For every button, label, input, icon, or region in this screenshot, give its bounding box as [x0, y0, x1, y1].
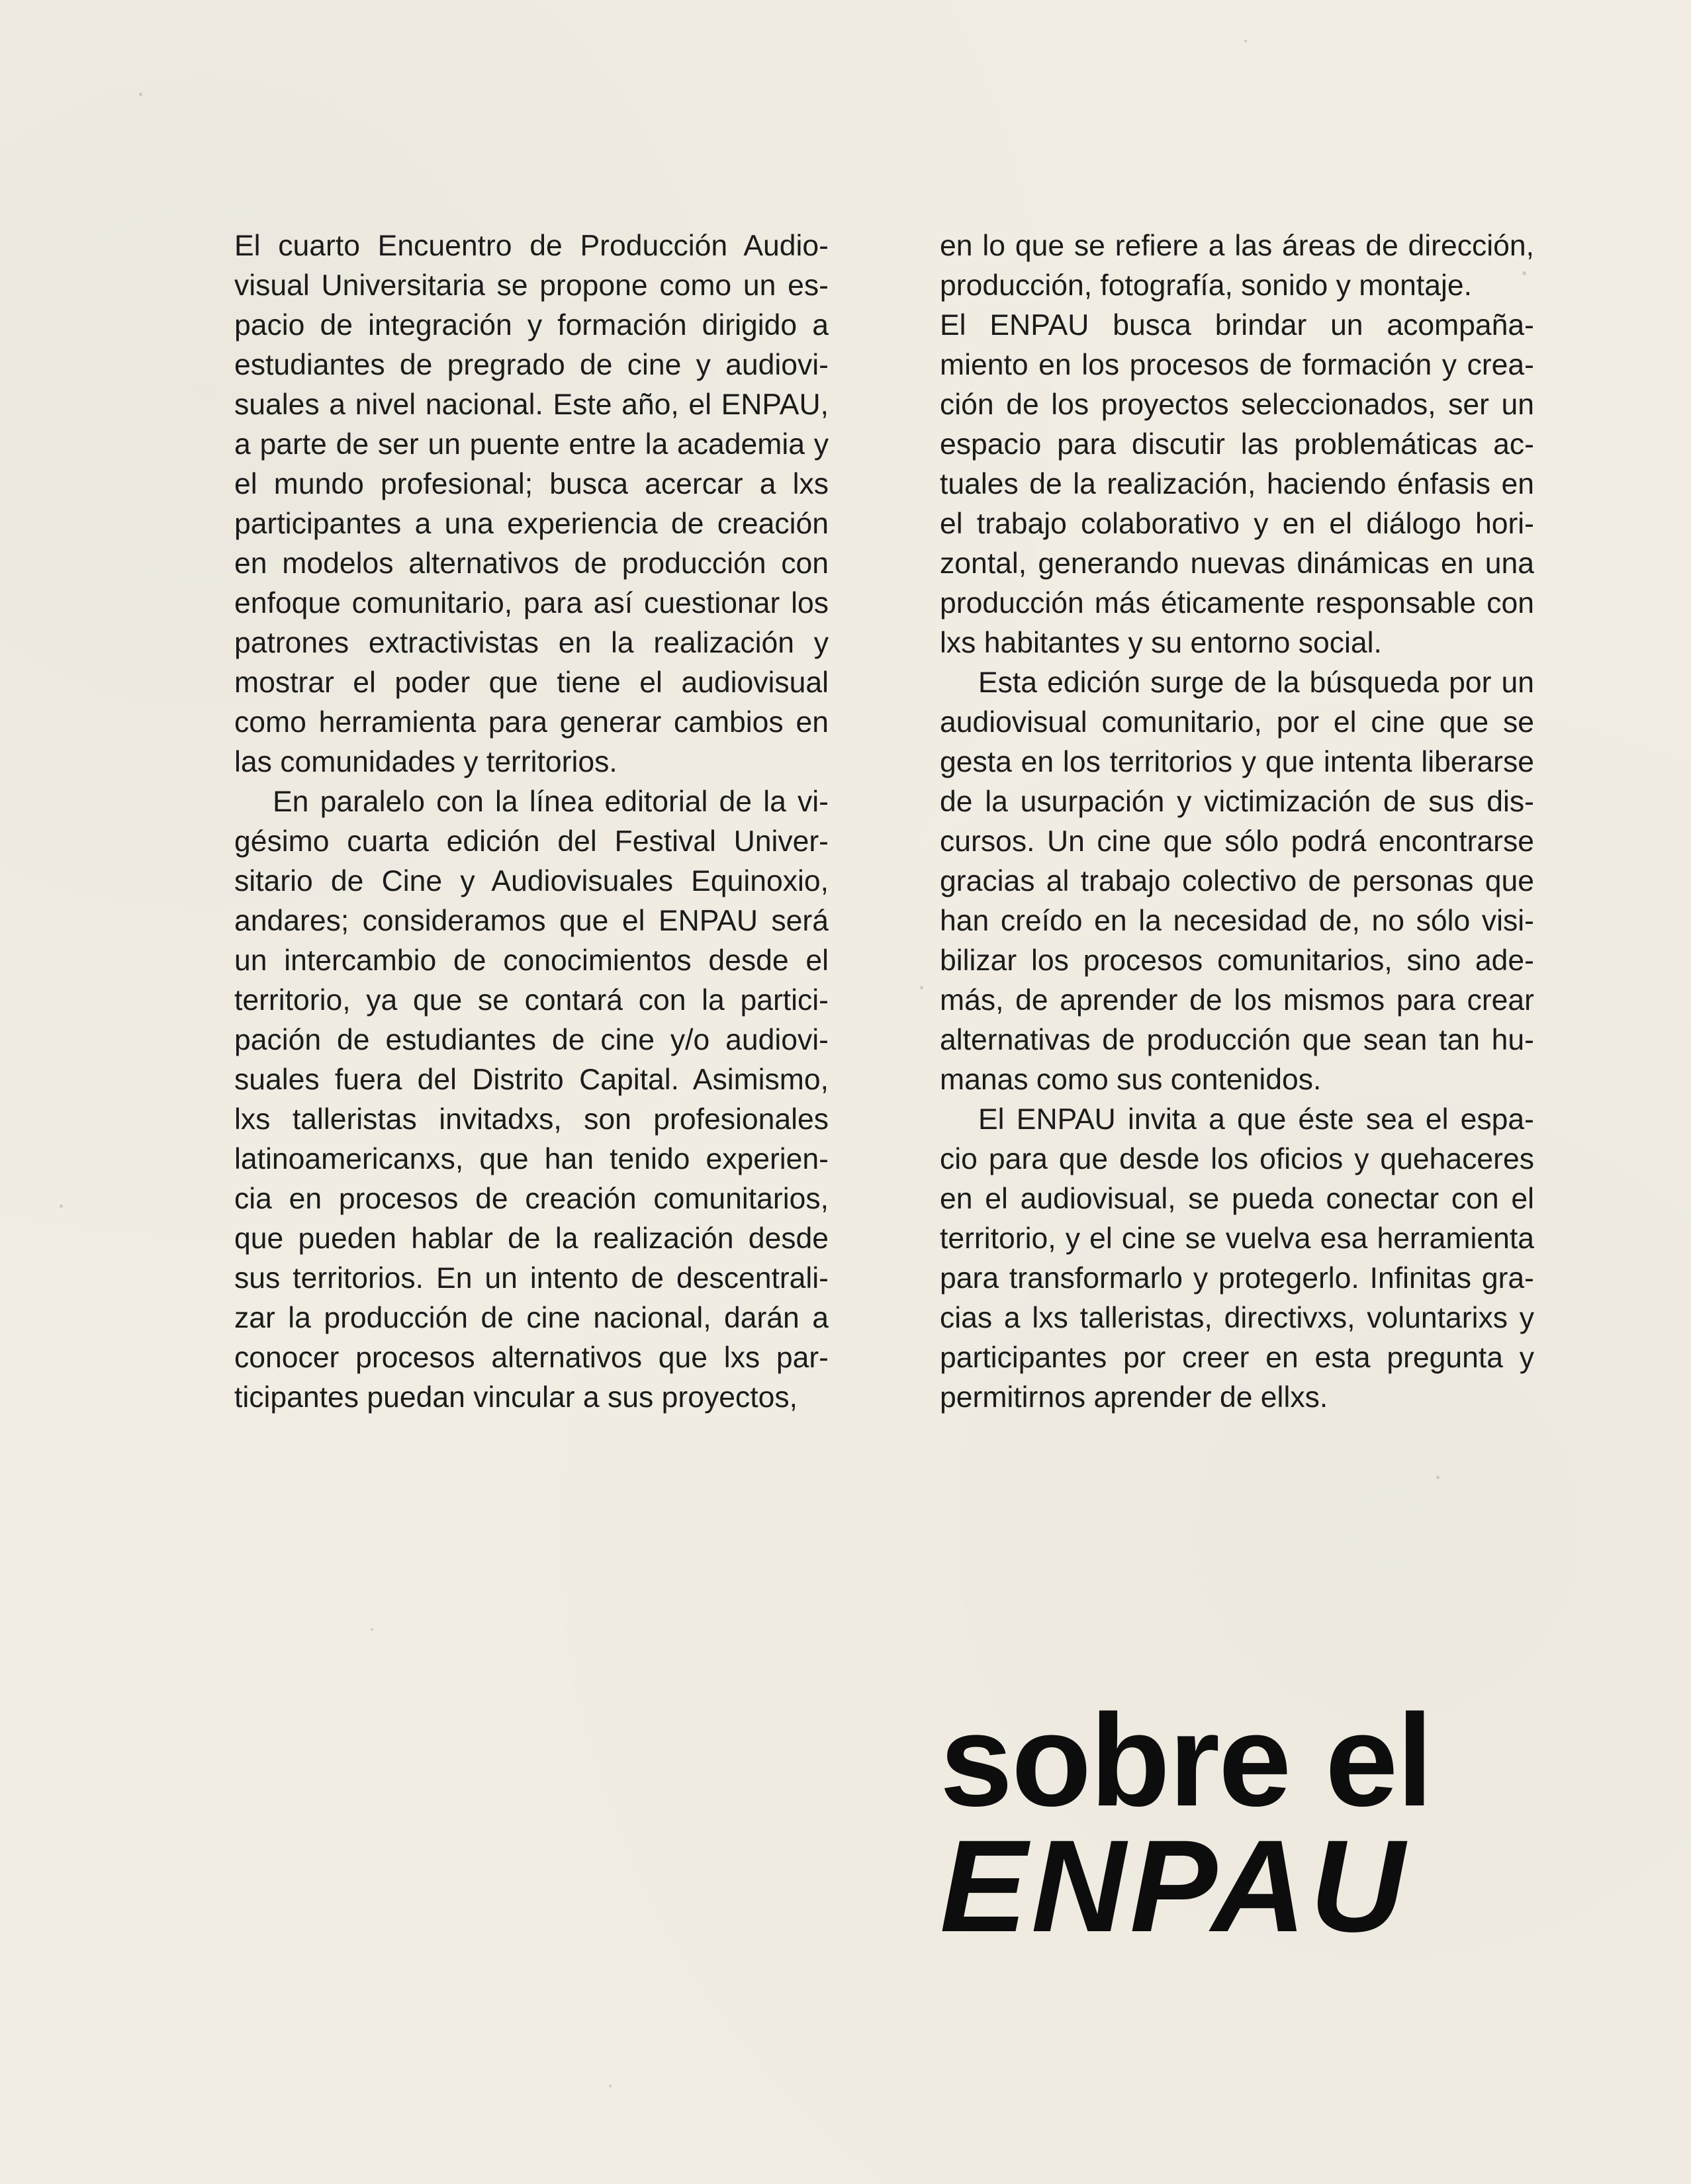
- paper-speck: [371, 1628, 373, 1631]
- right-text-column: [940, 226, 1534, 1418]
- paper-speck: [609, 2085, 612, 2087]
- paper-speck: [920, 986, 923, 989]
- paragraph: El cuarto Encuentro de Producción Audio-visual Universitaria se propone como un es-pacio de integración y formación dirigido a estudiantes de pregrado de cine y audiovi-suales a nivel nacional. Este año, el ENPAU, a parte de ser un puente entre la academia y el mundo profesional; busca acercar a lxs participantes a una experiencia de creación en modelos alternativos de producción con enfoque comunitario, para así cuestionar los patrones extractivistas en la realización y mostrar el poder que tiene el audiovisual como herramienta para generar cambios en las comunidades y territorios.: [234, 230, 829, 778]
- paper-speck: [60, 1205, 63, 1208]
- paper-speck: [1244, 40, 1247, 42]
- paragraph: El ENPAU invita a que éste sea el espa-cio para que desde los oficios y quehaceres en el audiovisual, se pueda conectar con el territorio, y el cine se vuelva esa herramienta para transformarlo y protegerlo. Infinitas gra-cias a lxs talleristas, directivxs, voluntarixs y participantes por creer en esta pregunta y permitirnos aprender de ellxs.: [940, 1103, 1534, 1414]
- left-text-column: [234, 226, 829, 1418]
- title-line-1: sobre el: [940, 1687, 1432, 1833]
- section-title: [940, 1687, 1432, 1959]
- paper-speck: [139, 93, 142, 96]
- paragraph: en lo que se refiere a las áreas de dirección, producción, fotografía, sonido y montaje.: [940, 230, 1534, 302]
- paper-speck: [1436, 1476, 1440, 1479]
- paragraph: Esta edición surge de la búsqueda por un audiovisual comunitario, por el cine que se gesta en los territorios y que intenta liberarse de la usurpación y victimización de sus dis-cursos. Un cine que sólo podrá encontrarse gracias al trabajo colectivo de personas que han creído en la necesidad de, no sólo visi-bilizar los procesos comunitarios, sino ade-más, de aprender de los mismos para crear alternativas de producción que sean tan hu-manas como sus contenidos.: [940, 666, 1534, 1096]
- paragraph: En paralelo con la línea editorial de la vi-gésimo cuarta edición del Festival Univer-sitario de Cine y Audiovisuales Equinoxio, andares; consideramos que el ENPAU será un intercambio de conocimientos desde el territorio, ya que se contará con la partici-pación de estudiantes de cine y/o audiovi-suales fuera del Distrito Capital. Asimismo, lxs talleristas invitadxs, son profesionales latinoamericanxs, que han tenido experien-cia en procesos de creación comunitarios, que pueden hablar de la realización desde sus territorios. En un intento de descentrali-zar la producción de cine nacional, darán a conocer procesos alternativos que lxs par-ticipantes puedan vincular a sus proyectos,: [234, 786, 829, 1414]
- paragraph: El ENPAU busca brindar un acompaña-miento en los procesos de formación y crea-ción de los proyectos seleccionados, ser un espacio para discutir las problemáticas ac-tuales de la realización, haciendo énfasis en el trabajo colaborativo y en el diálogo hori-zontal, generando nuevas dinámicas en una producción más éticamente responsable con lxs habitantes y su entorno social.: [940, 309, 1534, 659]
- title-line-2: ENPAU: [940, 1813, 1409, 1959]
